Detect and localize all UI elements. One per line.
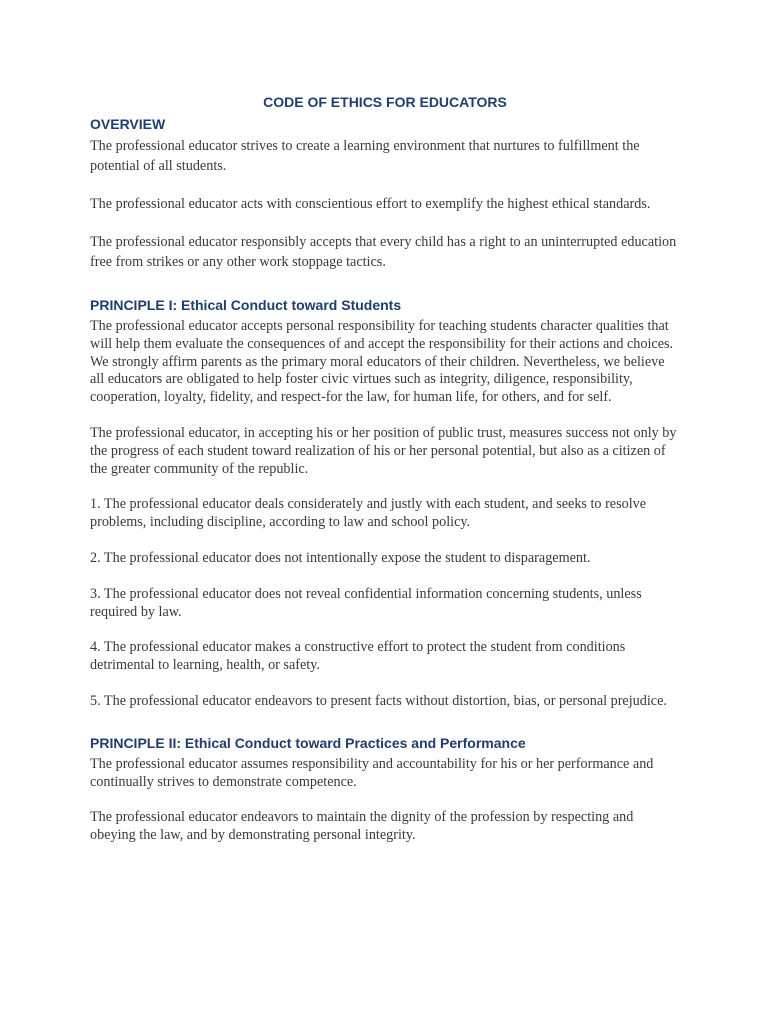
principle-1-item-2: 2. The professional educator does not intentionally expose the student to disparagement.: [90, 549, 591, 566]
overview-paragraph-1: The professional educator strives to create a learning environment that nurtures to fulfillment the potential of all students.: [90, 138, 640, 174]
principle-2-heading: PRINCIPLE II: Ethical Conduct toward Practices and Performance: [90, 734, 526, 751]
overview-paragraph-2: The professional educator acts with conscientious effort to exemplify the highest ethical standards.: [90, 196, 651, 212]
principle-1-item-4: 4. The professional educator makes a constructive effort to protect the student from conditions detrimental to learning, health, or safety.: [90, 639, 626, 674]
principle-2-paragraph-1: The professional educator assumes responsibility and accountability for his or her performance and continually strives to demonstrate competence.: [90, 755, 654, 790]
principle-1-item-3: 3. The professional educator does not reveal confidential information concerning students, unless required by law.: [90, 585, 642, 620]
overview-paragraph-3: The professional educator responsibly accepts that every child has a right to an uninterrupted education free from strikes or any other work stoppage tactics.: [90, 234, 677, 270]
overview-heading: OVERVIEW: [90, 116, 166, 132]
principle-1-item-1: 1. The professional educator deals considerately and justly with each student, and seeks to resolve problems, including discipline, according to law and school policy.: [90, 496, 647, 531]
document-title: CODE OF ETHICS FOR EDUCATORS: [263, 94, 507, 110]
principle-1-item-5: 5. The professional educator endeavors to present facts without distortion, bias, or personal prejudice.: [90, 692, 667, 709]
document-body: [90, 92, 680, 845]
principle-1-heading: PRINCIPLE I: Ethical Conduct toward Students: [90, 297, 402, 313]
principle-1-paragraph-1: The professional educator accepts personal responsibility for teaching students character qualities that will help them evaluate the consequences of and accept the responsibility for their actions and choices. We strongly affirm parents as the primary moral educators of their children. Nevertheless, we believe all educators are obligated to help foster civic virtues such as integrity, diligence, responsibility, cooperation, loyalty, fidelity, and respect-for the law, for human life, for others, and for self.: [90, 318, 674, 406]
principle-2-paragraph-2: The professional educator endeavors to maintain the dignity of the profession by respecting and obeying the law, and by demonstrating personal integrity.: [90, 809, 634, 844]
principle-1-paragraph-2: The professional educator, in accepting his or her position of public trust, measures success not only by the progress of each student toward realization of his or her personal potential, but also as a citizen of the greater community of the republic.: [90, 424, 677, 477]
